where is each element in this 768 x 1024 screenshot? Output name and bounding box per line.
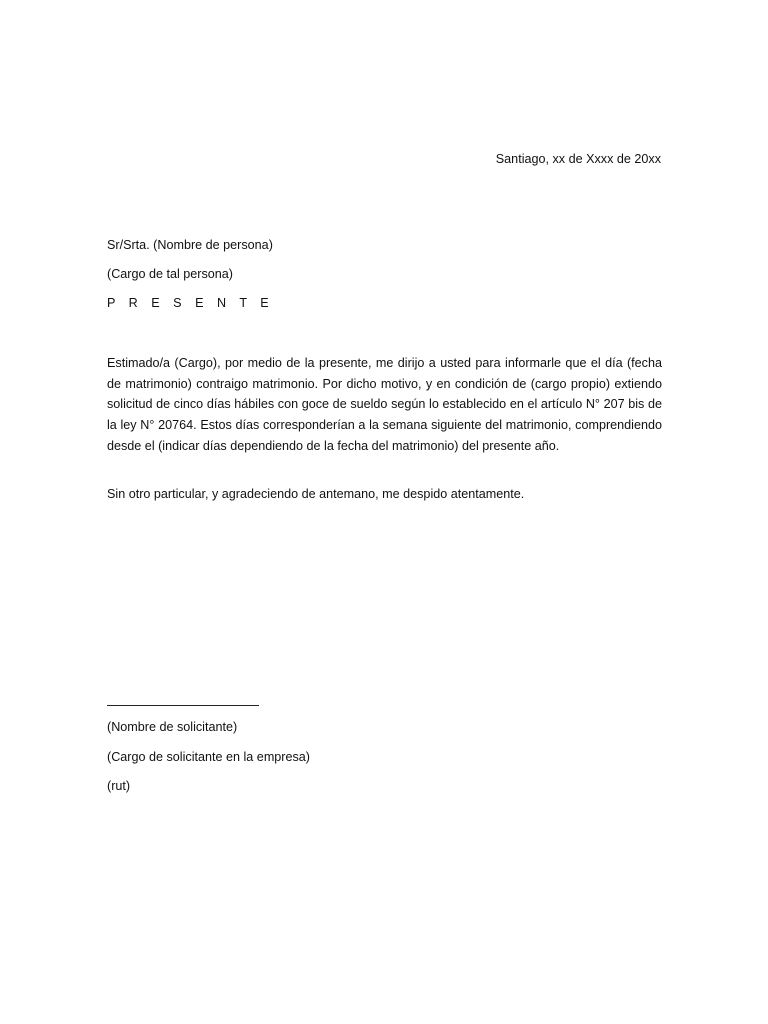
signature-line bbox=[107, 705, 259, 706]
recipient-name: Sr/Srta. (Nombre de persona) bbox=[107, 238, 273, 252]
signer-position: (Cargo de solicitante en la empresa) bbox=[107, 749, 311, 764]
presente-heading: P R E S E N T E bbox=[107, 296, 274, 310]
signer-block bbox=[107, 719, 310, 808]
signer-rut: (rut) bbox=[107, 779, 131, 793]
signer-name: (Nombre de solicitante) bbox=[107, 720, 238, 734]
date-line: Santiago, xx de Xxxx de 20xx bbox=[495, 152, 661, 166]
closing-line: Sin otro particular, y agradeciendo de antemano, me despido atentamente. bbox=[107, 487, 525, 501]
recipient-block bbox=[107, 237, 274, 324]
recipient-position: (Cargo de tal persona) bbox=[107, 267, 234, 281]
body-paragraph: Estimado/a (Cargo), por medio de la presente, me dirijo a usted para informarle que el día (fecha de matrimonio) contraigo matrimonio. Por dicho motivo, y en condición de (cargo propio) extiendo solicitud de cinco días hábiles con goce de sueldo según lo establecido en el artículo N° 207 bis de la ley N° 20764. Estos días corresponderían a la semana siguiente del matrimonio, comprendiendo desde el (indicar días dependiendo de la fecha del matrimonio) del presente año. bbox=[107, 356, 662, 453]
